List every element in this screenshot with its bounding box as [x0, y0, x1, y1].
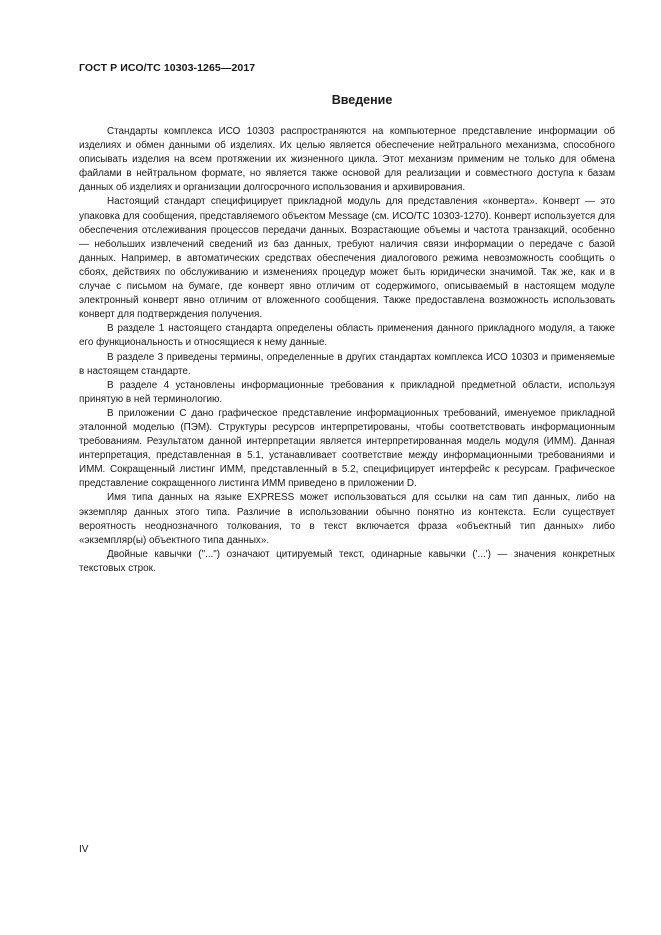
paragraph: Настоящий стандарт специфицирует прикладной модуль для представления «конверта». Конверт — это упаковка для сообщения, представляемого объектом Message (см. ИСО/ТС 10303-1270). Конверт используется для обеспечения отслеживания процессов передачи данных. Возрастающие объемы и частота транзакций, особенно — небольших извлечений сведений из баз данных, требуют наличия связи информации о передаче с базой данных. Например, в автоматических средствах обеспечения диалогового режима невозможность сообщить о сбоях, действиях по обслуживанию и изменениях процедур может быть юридически значимой. Так же, как и в случае с письмом на бумаге, где конверт явно отличим от содержимого, описываемый в настоящем модуле электронный конверт явно отличим от вложенного сообщения. Также предоставлена возможность использовать конверт для подтверждения получения. [79, 196, 615, 321]
page-number: IV [79, 844, 89, 855]
introduction-body [79, 125, 615, 576]
paragraph: Двойные кавычки ("...") означают цитируемый текст, одинарные кавычки ('...') — значения конкретных текстовых строк. [79, 548, 615, 574]
paragraph: В разделе 3 приведены термины, определенные в других стандартах комплекса ИСО 10303 и применяемые в настоящем стандарте. [79, 351, 615, 377]
paragraph: Имя типа данных на языке EXPRESS может использоваться для ссылки на сам тип данных, либо на экземпляр данных этого типа. Различие в использовании обычно понятно из контекста. Если существует вероятность неоднозначного толкования, то в текст включается фраза «объектный тип данных» либо «экземпляр(ы) объектного типа данных». [79, 492, 615, 546]
paragraph: В разделе 1 настоящего стандарта определены область применения данного прикладного модуля, а также его функциональность и относящиеся к нему данные. [79, 323, 615, 349]
paragraph: Стандарты комплекса ИСО 10303 распространяются на компьютерное представление информации об изделиях и обмен данными об изделиях. Их целью является обеспечение нейтрального механизма, способного описывать изделия на всем протяжении их жизненного цикла. Этот механизм применим не только для обмена файлами в нейтральном формате, но является также основой для реализации и совместного доступа к базам данных об изделиях и организации долгосрочного использования и архивирования. [79, 126, 615, 194]
section-title: Введение [331, 93, 393, 107]
standard-designation: ГОСТ Р ИСО/ТС 10303-1265—2017 [79, 62, 256, 74]
paragraph: В разделе 4 установлены информационные требования к прикладной предметной области, используя принятую в ней терминологию. [79, 379, 615, 405]
paragraph: В приложении С дано графическое представление информационных требований, именуемое прикладной эталонной моделью (ПЭМ). Структуры ресурсов интерпретированы, чтобы соответствовать информационным требованиям. Результатом данной интерпретации является интерпретированная модель модуля (ИММ). Данная интерпретация, представленная в 5.1, устанавливает соответствие между информационными требованиями и ИММ. Сокращенный листинг ИММ, представленный в 5.2, специфицирует интерфейс к ресурсам. Графическое представление сокращенного листинга ИММ приведено в приложении D. [79, 407, 615, 490]
